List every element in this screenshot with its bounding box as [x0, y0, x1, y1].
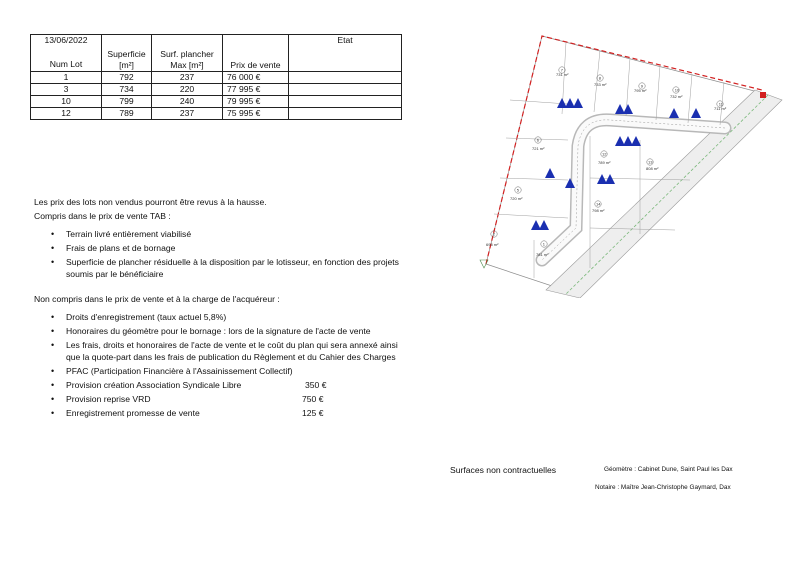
- list-item: [48, 393, 398, 405]
- lot-area: 808 m²: [646, 166, 659, 171]
- lot-number: 10: [674, 87, 680, 93]
- list-item: [48, 228, 399, 240]
- header-plancher-line1: Surf. plancher: [160, 49, 214, 59]
- cell-superficie: 789: [102, 108, 152, 120]
- lot-area: 781 m²: [536, 252, 549, 257]
- included-list: [48, 228, 399, 280]
- cell-num: 1: [31, 72, 102, 84]
- list-item: [48, 325, 398, 337]
- header-num-label: Num Lot: [49, 59, 83, 69]
- cell-superficie: 799: [102, 96, 152, 108]
- included-title: Compris dans le prix de vente TAB :: [34, 211, 171, 221]
- table-header-row: [31, 35, 402, 72]
- lot-number: 1: [542, 241, 546, 247]
- lot-number: 9: [640, 83, 644, 89]
- header-plancher: [152, 35, 223, 72]
- provision-amount: 125 €: [302, 408, 324, 418]
- list-item: [48, 379, 398, 391]
- table-date: 13/06/2022: [44, 35, 88, 45]
- lot-number: 14: [596, 201, 601, 207]
- excluded-list: [48, 311, 398, 419]
- excluded-title: Non compris dans le prix de vente et à la charge de l'acquéreur :: [34, 294, 280, 304]
- included-item-text: Superficie de plancher résiduelle à la disposition par le lotisseur, en fonction des projets: [66, 257, 399, 267]
- list-item-continuation: [48, 351, 398, 363]
- list-item-continuation: [48, 268, 399, 280]
- cell-plancher: 237: [152, 72, 223, 84]
- lot-number: 13: [648, 159, 653, 165]
- lot-area: 731 m²: [556, 72, 569, 77]
- provision-label: Enregistrement promesse de vente: [66, 408, 200, 418]
- lot-area: 798 m²: [592, 208, 605, 213]
- cell-prix: 77 995 €: [223, 84, 289, 96]
- cell-num: 10: [31, 96, 102, 108]
- cell-etat: [289, 72, 402, 84]
- header-prix-label: Prix de vente: [230, 60, 281, 70]
- price-revision-note: Les prix des lots non vendus pourront être revus à la hausse.: [34, 197, 267, 207]
- provision-amount: 350 €: [305, 380, 327, 390]
- lot-number: 8: [598, 75, 602, 81]
- header-etat-label: Etat: [337, 35, 353, 45]
- list-item: [48, 339, 398, 351]
- header-etat: [289, 35, 402, 72]
- lot-area: 789 m²: [598, 160, 611, 165]
- cell-prix: 76 000 €: [223, 72, 289, 84]
- site-plan-map: [470, 28, 785, 298]
- cell-num: 3: [31, 84, 102, 96]
- lot-number: 12: [602, 151, 607, 157]
- list-item: [48, 311, 398, 323]
- list-item: [48, 256, 399, 268]
- table-row: [31, 84, 402, 96]
- lot-area: 732 m²: [670, 94, 683, 99]
- geometre-credit: Géomètre : Cabinet Dune, Saint Paul les Dax: [604, 466, 733, 473]
- cell-etat: [289, 108, 402, 120]
- provision-amount: 750 €: [302, 394, 324, 404]
- provision-label: Provision création Association Syndicale Libre: [66, 380, 242, 390]
- surfaces-disclaimer: Surfaces non contractuelles: [450, 465, 557, 475]
- cell-plancher: 240: [152, 96, 223, 108]
- lot-number: 7: [560, 67, 564, 73]
- lot-area: 711 m²: [714, 106, 727, 111]
- cell-superficie: 734: [102, 84, 152, 96]
- cell-prix: 79 995 €: [223, 96, 289, 108]
- lot-number: 6: [536, 137, 540, 143]
- header-plancher-line2: Max [m²]: [170, 60, 204, 70]
- header-superficie-line2: [m²]: [119, 60, 134, 70]
- excluded-item-text: que la quote-part dans les frais de publication du Règlement et du Cahier des Charges: [66, 352, 396, 362]
- included-item-text: Frais de plans et de bornage: [66, 243, 176, 253]
- notaire-credit: Notaire : Maître Jean-Christophe Gaymard, Dax: [595, 484, 731, 491]
- list-item: [48, 242, 399, 254]
- cell-etat: [289, 84, 402, 96]
- included-item-text: soumis par le bénéficiaire: [66, 269, 164, 279]
- cell-etat: [289, 96, 402, 108]
- header-superficie-line1: Superficie: [107, 49, 146, 59]
- lot-area: 720 m²: [510, 196, 523, 201]
- list-item: [48, 365, 398, 377]
- cell-plancher: 220: [152, 84, 223, 96]
- lots-table: [30, 34, 402, 120]
- excluded-item-text: Les frais, droits et honoraires de l'acte de vente et le coût du plan qui sera annexé ainsi: [66, 340, 398, 350]
- lot-area: 721 m²: [532, 146, 545, 151]
- lot-area: 695 m²: [486, 242, 499, 247]
- provision-label: Provision reprise VRD: [66, 394, 151, 404]
- cell-plancher: 237: [152, 108, 223, 120]
- table-row: [31, 108, 402, 120]
- cell-superficie: 792: [102, 72, 152, 84]
- list-item: [48, 407, 398, 419]
- lot-number: 5: [516, 187, 520, 193]
- header-prix: [223, 35, 289, 72]
- cell-num: 12: [31, 108, 102, 120]
- table-row: [31, 72, 402, 84]
- lot-area: 795 m²: [634, 88, 647, 93]
- cell-prix: 75 995 €: [223, 108, 289, 120]
- excluded-item-text: Droits d'enregistrement (taux actuel 5,8%): [66, 312, 227, 322]
- header-superficie: [102, 35, 152, 72]
- lot-number: 11: [718, 101, 723, 107]
- plan-corner-marker: [760, 92, 766, 98]
- excluded-item-text: PFAC (Participation Financière à l'Assainissement Collectif): [66, 366, 293, 376]
- lot-number: 2: [492, 231, 496, 237]
- included-item-text: Terrain livré entièrement viabilisé: [66, 229, 192, 239]
- excluded-item-text: Honoraires du géomètre pour le bornage : lors de la signature de l'acte de vente: [66, 326, 371, 336]
- lot-area: 733 m²: [594, 82, 607, 87]
- table-row: [31, 96, 402, 108]
- header-num-lot: [31, 35, 102, 72]
